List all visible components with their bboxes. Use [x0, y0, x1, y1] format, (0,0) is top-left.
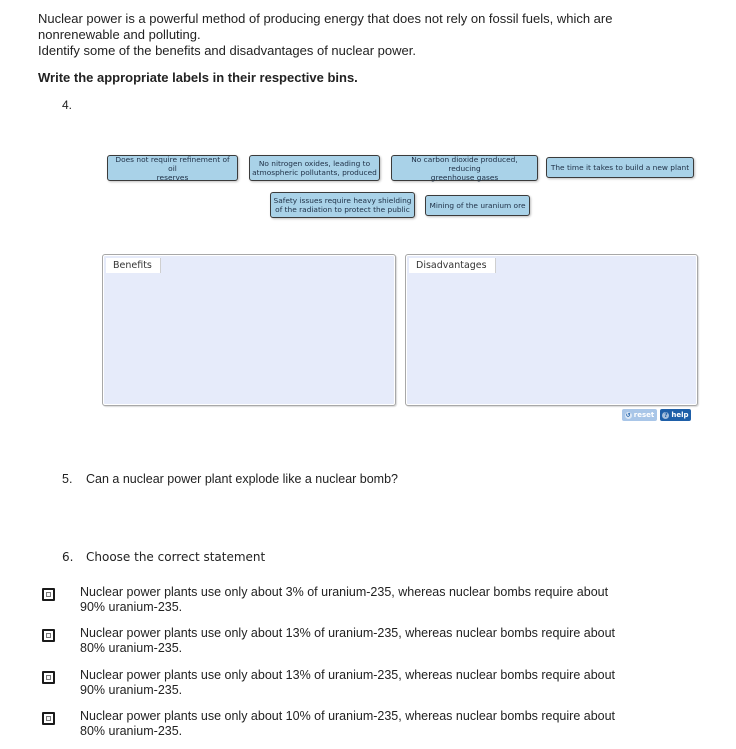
question-5-number: 5.	[62, 472, 73, 486]
question-mark-icon: ?	[664, 411, 668, 419]
label-line: of the radiation to protect the public	[275, 205, 410, 214]
label-line: reserves	[156, 172, 189, 182]
question-6-number: 6.	[62, 550, 74, 564]
disadvantages-bin[interactable]	[405, 254, 698, 406]
help-button[interactable]	[660, 409, 691, 421]
option-1-checkbox[interactable]	[42, 588, 55, 601]
option-2-checkbox[interactable]	[42, 629, 55, 642]
label-line: Mining of the uranium ore	[429, 201, 526, 210]
option-line: 80% uranium-235.	[80, 641, 183, 655]
reset-button[interactable]	[622, 409, 657, 421]
option-2-text	[80, 626, 680, 656]
label-line: No carbon dioxide produced, reducing	[411, 154, 518, 173]
help-button-label: help	[671, 411, 689, 419]
option-1-text	[80, 585, 680, 615]
option-line: Nuclear power plants use only about 3% of uranium-235, whereas nuclear bombs require about	[80, 585, 609, 599]
question-6-text: Choose the correct statement	[86, 550, 266, 564]
option-line: 90% uranium-235.	[80, 683, 183, 697]
option-3-checkbox[interactable]	[42, 671, 55, 684]
intro-line-1: Nuclear power is a powerful method of producing energy that does not rely on fossil fuels, which are nonrenewable and polluting.	[38, 11, 613, 42]
reset-button-label: reset	[633, 411, 655, 419]
option-4-checkbox[interactable]	[42, 712, 55, 725]
option-line: 80% uranium-235.	[80, 724, 183, 738]
instruction-heading: Write the appropriate labels in their respective bins.	[38, 70, 358, 85]
label-line: Safety issues require heavy shielding	[273, 196, 412, 205]
option-line: Nuclear power plants use only about 13% of uranium-235, whereas nuclear bombs require about	[80, 626, 616, 640]
label-no-oil-refinement[interactable]	[107, 155, 238, 181]
label-line: No nitrogen oxides, leading to	[258, 159, 371, 168]
question-6	[62, 550, 265, 564]
label-no-carbon-dioxide[interactable]	[391, 155, 538, 181]
label-line: greenhouse gases	[430, 172, 499, 182]
label-safety-shielding[interactable]	[270, 192, 415, 218]
benefits-bin-title: Benefits	[106, 258, 161, 273]
label-uranium-mining[interactable]	[425, 195, 530, 216]
question-5-text: Can a nuclear power plant explode like a nuclear bomb?	[86, 472, 398, 486]
question-4-number: 4.	[62, 98, 73, 112]
label-line: atmospheric pollutants, produced	[252, 168, 377, 177]
intro-line-2: Identify some of the benefits and disadvantages of nuclear power.	[38, 43, 416, 58]
option-4-text	[80, 709, 680, 739]
option-line: 90% uranium-235.	[80, 600, 183, 614]
option-line: Nuclear power plants use only about 10% of uranium-235, whereas nuclear bombs require about	[80, 709, 616, 723]
option-3-text	[80, 668, 680, 698]
label-build-time[interactable]	[546, 157, 694, 178]
question-5	[62, 472, 398, 486]
intro-text	[38, 11, 678, 59]
label-line: The time it takes to build a new plant	[550, 163, 690, 172]
disadvantages-bin-title: Disadvantages	[409, 258, 496, 273]
option-line: Nuclear power plants use only about 13% of uranium-235, whereas nuclear bombs require about	[80, 668, 616, 682]
benefits-bin[interactable]	[102, 254, 396, 406]
label-line: Does not require refinement of oil	[115, 154, 230, 173]
reset-icon: ↺	[625, 411, 631, 419]
label-no-nitrogen-oxides[interactable]	[249, 155, 380, 181]
